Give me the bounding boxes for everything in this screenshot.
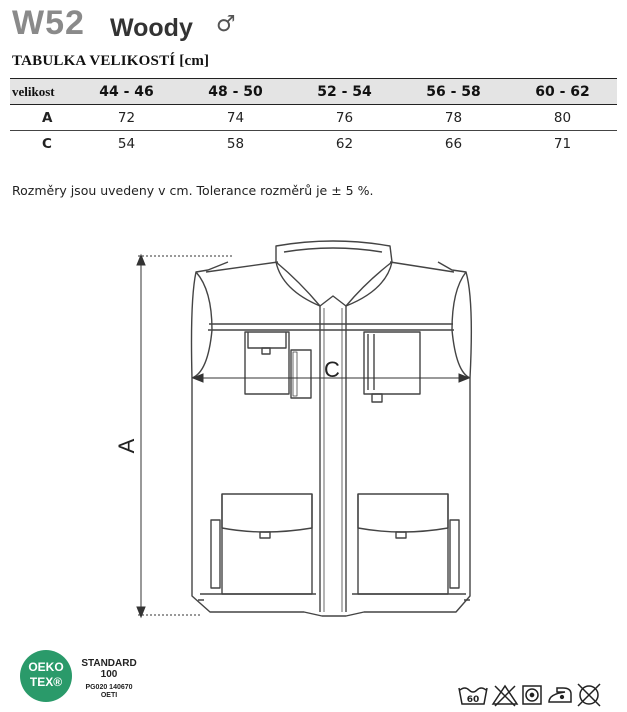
- standard-label: STANDARD: [81, 658, 137, 669]
- table-cell: 66: [444, 135, 463, 152]
- table-cell: 72: [72, 105, 181, 131]
- standard-number: 100: [100, 669, 118, 680]
- table-cell: 78: [399, 105, 508, 131]
- table-cell: 71: [553, 135, 572, 152]
- table-cell: 76: [290, 105, 399, 131]
- vest-armhole-right: [452, 272, 470, 378]
- care-symbols: [457, 682, 617, 708]
- certificate-code: PG020 140670: [85, 684, 133, 691]
- table-row: [10, 131, 617, 157]
- dimension-c-label: C: [324, 357, 340, 382]
- vest-diagram: [0, 230, 627, 630]
- size-header-cell: 44 - 46: [72, 79, 181, 105]
- vest-chest-pocket-left: [245, 332, 289, 394]
- vest-armhole-left: [192, 272, 212, 378]
- size-header-cell: 56 - 58: [399, 79, 508, 105]
- table-cell: 58: [226, 135, 245, 152]
- dimension-a-label: A: [114, 438, 139, 454]
- size-table-header-row: [10, 79, 617, 105]
- table-cell: 54: [117, 135, 136, 152]
- wash-60-icon: [459, 688, 487, 705]
- tumble-dry-icon: [523, 686, 541, 704]
- row-label: A: [10, 105, 72, 131]
- no-dry-clean-icon: [578, 684, 600, 706]
- vest-outline: [192, 262, 472, 616]
- no-bleach-icon: [493, 686, 517, 706]
- size-header-cell: 52 - 54: [290, 79, 399, 105]
- certificate-institute: OETI: [100, 692, 118, 699]
- size-table-title: TABULKA VELIKOSTÍ [cm]: [12, 53, 210, 69]
- oeko-tex-logo: [20, 650, 72, 702]
- product-code: W52: [12, 4, 85, 42]
- table-cell: 80: [508, 105, 617, 131]
- oeko-tex-line1: OEKO: [28, 660, 64, 674]
- wash-temp: 60: [466, 695, 480, 705]
- vest-lower-pocket-left: [222, 494, 312, 594]
- oeko-tex-standard: [77, 658, 141, 700]
- size-header-label: velikost: [10, 79, 72, 105]
- table-row: [10, 105, 617, 131]
- table-cell: 62: [335, 135, 354, 152]
- iron-low-icon: [549, 688, 571, 702]
- size-header-cell: 48 - 50: [181, 79, 290, 105]
- size-header-cell: 60 - 62: [508, 79, 617, 105]
- vest-lower-pocket-right: [358, 494, 448, 594]
- size-table: [10, 78, 617, 156]
- tolerance-note: Rozměry jsou uvedeny v cm. Tolerance rozměrů je ± 5 %.: [12, 183, 374, 198]
- product-name: Woody: [110, 14, 193, 42]
- gender-male-icon: ♂: [216, 12, 236, 37]
- vest-chest-pocket-right: [364, 332, 420, 394]
- table-cell: 74: [181, 105, 290, 131]
- oeko-tex-line2: TEX®: [29, 675, 63, 689]
- row-label: C: [42, 135, 52, 152]
